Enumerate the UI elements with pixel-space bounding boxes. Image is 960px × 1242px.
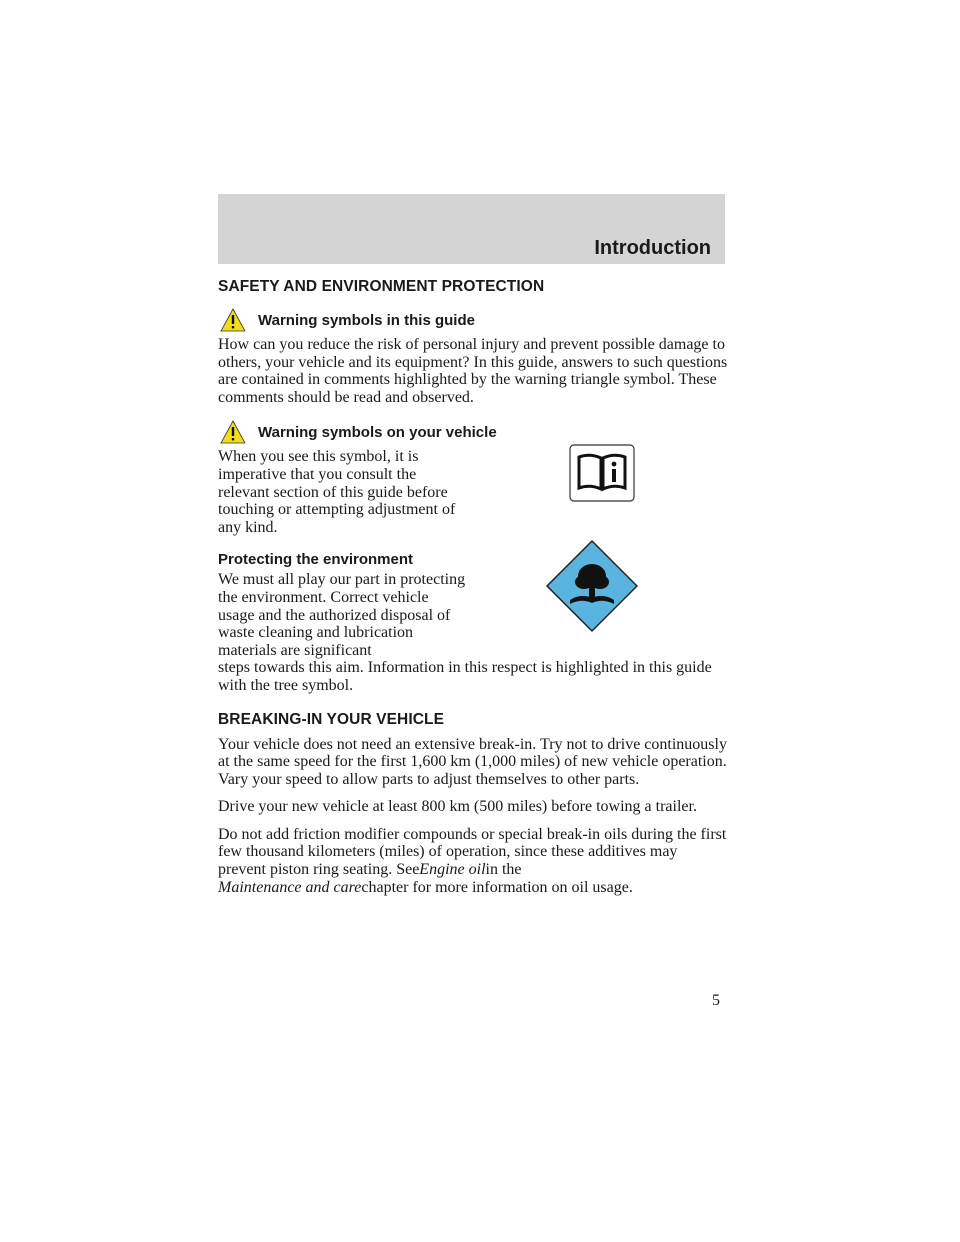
paragraph-warning-vehicle: When you see this symbol, it is imperative that you consult the relevant section of this guide before touching or attempting adjustment of any kind. — [218, 448, 456, 536]
heading-warning-guide-label: Warning symbols in this guide — [258, 311, 475, 329]
paragraph-environment-narrow: We must all play our part in protecting the environment. Correct vehicle usage and the authorized disposal of waste cleaning and lubrication materials are significant — [218, 571, 466, 659]
heading-warning-guide — [218, 308, 728, 332]
page-content — [218, 278, 728, 906]
heading-warning-vehicle — [218, 420, 728, 444]
heading-safety: SAFETY AND ENVIRONMENT PROTECTION — [218, 278, 545, 295]
owner-manual-icon — [569, 444, 635, 502]
heading-environment: Protecting the environment — [218, 551, 414, 569]
paragraph-warning-guide: How can you reduce the risk of personal injury and prevent possible damage to others, your vehicle and its equipment? In this guide, answers to such questions are contained in comments highlighted by the warning triangle symbol. These comments should be read and observed. — [218, 336, 728, 406]
breakin-3-part-b: in the — [485, 861, 522, 879]
breakin-3-part-c: chapter for more information on oil usage. — [361, 878, 633, 896]
warning-triangle-icon — [220, 308, 246, 332]
paragraph-breakin-3 — [218, 826, 728, 896]
page-number: 5 — [712, 992, 720, 1009]
environment-tree-icon — [544, 538, 640, 634]
heading-breaking-in: BREAKING-IN YOUR VEHICLE — [218, 710, 445, 728]
link-engine-oil: Engine oil — [419, 861, 486, 879]
warning-triangle-icon — [220, 420, 246, 444]
paragraph-breakin-2: Drive your new vehicle at least 800 km (500 miles) before towing a trailer. — [218, 798, 697, 816]
paragraph-environment-wide: steps towards this aim. Information in this respect is highlighted in this guide with the tree symbol. — [218, 659, 712, 694]
section-header-band — [218, 194, 725, 264]
breakin-3-part-a: Do not add friction modifier compounds or special break-in oils during the first few thousand kilometers (miles) of operation, since these additives may prevent piston ring seating. See — [218, 825, 727, 879]
paragraph-breakin-1: Your vehicle does not need an extensive break-in. Try not to drive continuously at the same speed for the first 1,600 km (1,000 miles) of new vehicle operation. Vary your speed to allow parts to adjust themselves to other parts. — [218, 735, 727, 788]
link-maintenance-care: Maintenance and care — [218, 878, 362, 896]
heading-warning-vehicle-label: Warning symbols on your vehicle — [258, 423, 497, 441]
section-title: Introduction — [594, 237, 711, 259]
